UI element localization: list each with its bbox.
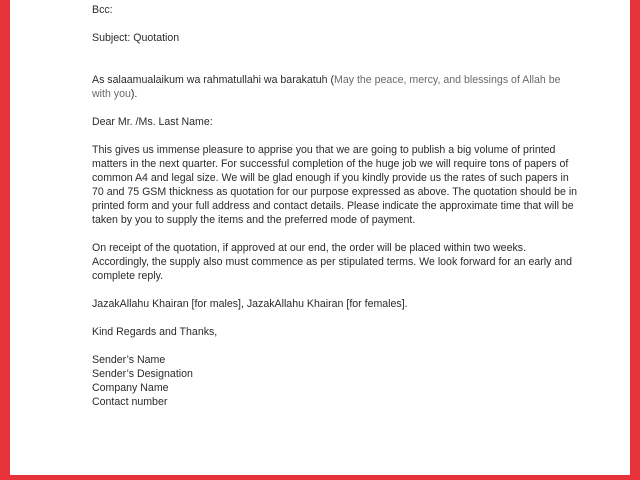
islamic-greeting — [92, 73, 582, 101]
sender-designation: Sender’s Designation — [92, 368, 193, 380]
jazak-line: JazakAllahu Khairan [for males], JazakAllahu Khairan [for females]. — [92, 298, 408, 310]
letter-body — [92, 3, 582, 409]
paragraph-request: This gives us immense pleasure to apprise you that we are going to publish a big volume of printed matters in the next quarter. For successful completion of the huge job we will require tons of papers of common A4 and legal size. We will be glad enough if you kindly provide us the rates of such papers in 70 and 75 GSM thickness as quotation for our purpose expressed as above. The quotation should be in printed form and your full address and contact details. Please indicate the approximate time that will be taken by you to supply the items and the preferred mode of payment. — [92, 144, 578, 226]
greeting-close: ). — [130, 88, 138, 100]
company-name: Company Name — [92, 382, 169, 394]
subject-line: Subject: Quotation — [92, 32, 180, 44]
bcc-label: Bcc: — [92, 4, 113, 16]
contact-number: Contact number — [92, 396, 168, 408]
closing: Kind Regards and Thanks, — [92, 326, 218, 338]
paragraph-order-terms: On receipt of the quotation, if approved at our end, the order will be placed within two weeks. Accordingly, the supply also must commence as per stipulated terms. We look forward for an early and complete reply. — [92, 242, 573, 282]
sender-name: Sender’s Name — [92, 354, 166, 366]
salutation: Dear Mr. /Ms. Last Name: — [92, 116, 213, 128]
greeting-translation: May the peace, mercy, and blessings of Allah be with you — [92, 74, 561, 100]
greeting-arabic-text: As salaamualaikum wa rahmatullahi wa barakatuh ( — [92, 74, 335, 86]
